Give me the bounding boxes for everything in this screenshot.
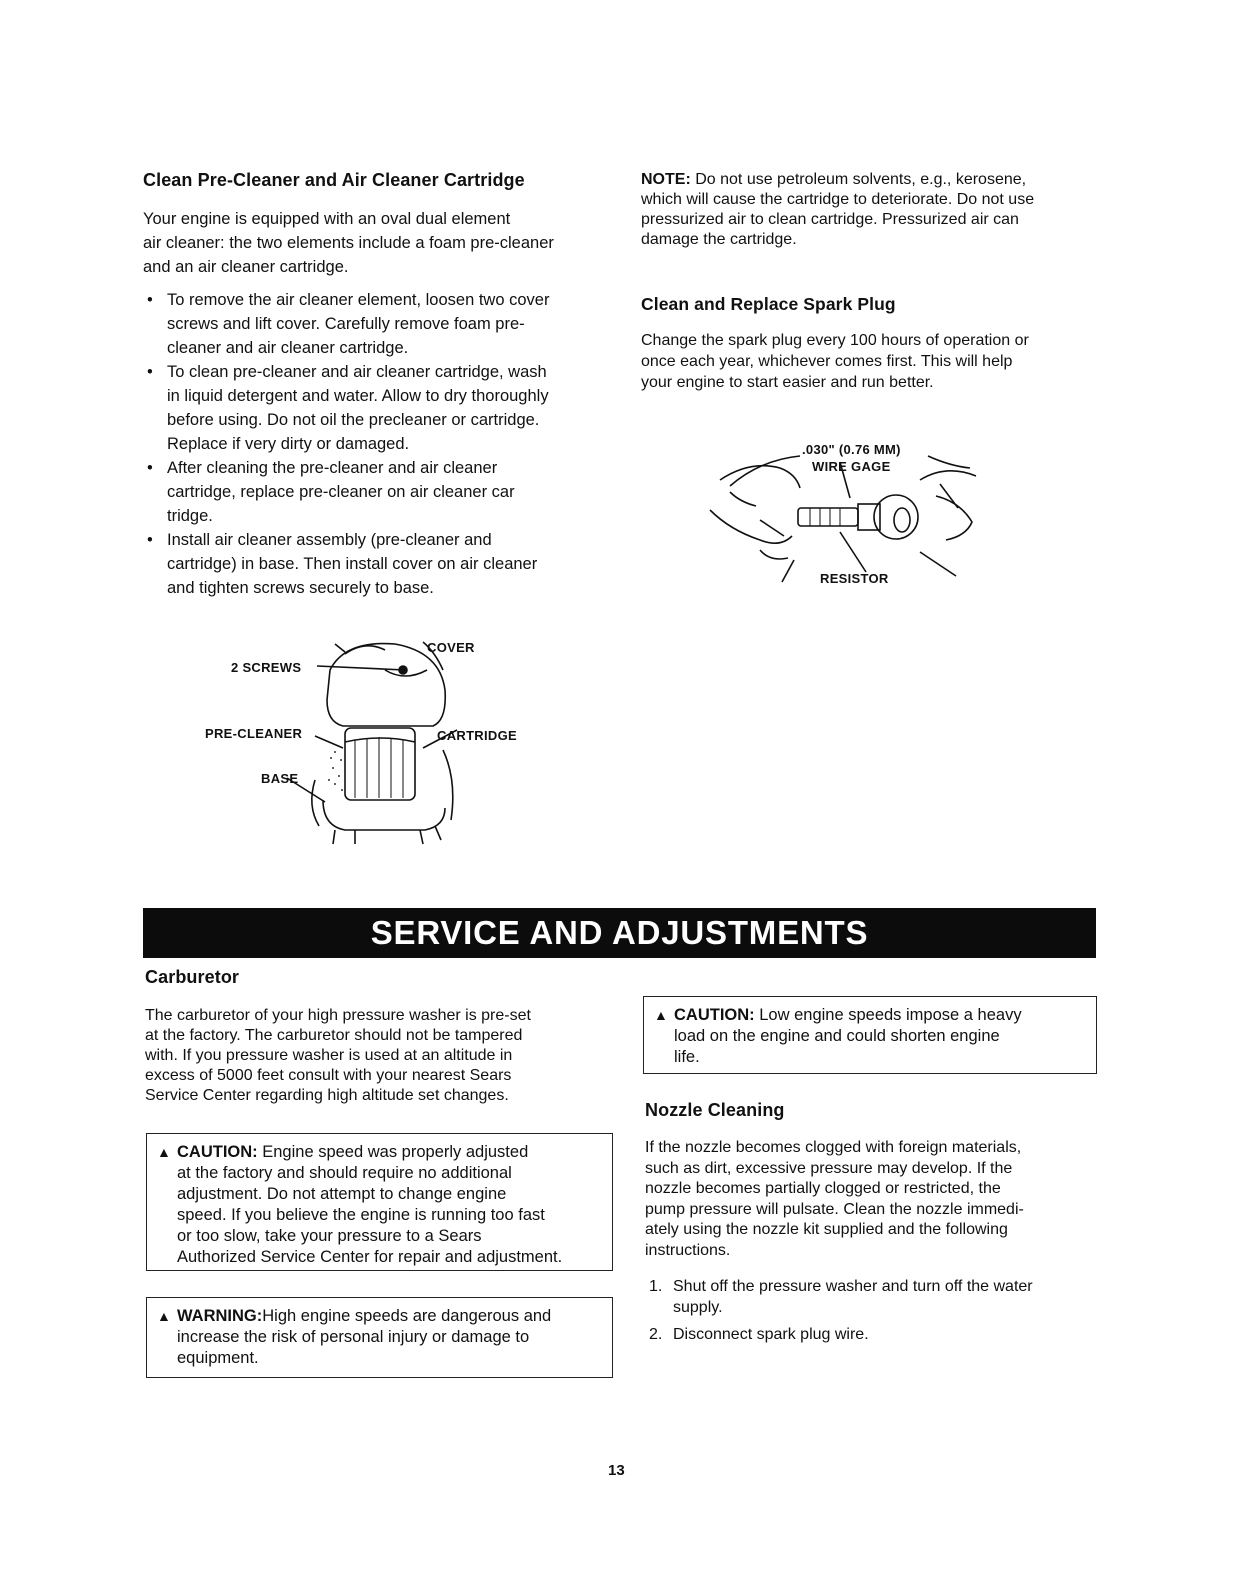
caution-body: [654, 1026, 1086, 1068]
text-line: which will cause the cartridge to deteriorate. Do not use: [641, 191, 1035, 208]
text-line: Disconnect spark plug wire.: [673, 1326, 869, 1343]
step-number: 2.: [649, 1326, 663, 1343]
text-line: your engine to start easier and run better.: [641, 374, 934, 391]
warning-box-high-speed: [146, 1297, 613, 1378]
list-item: [645, 1324, 1105, 1345]
spark-plug-diagram: [700, 440, 990, 600]
air-cleaner-steps: [143, 288, 623, 600]
label-cartridge: CARTRIDGE: [437, 728, 517, 743]
caution-lead: CAUTION:: [674, 1006, 755, 1024]
warning-triangle-icon: ▲: [157, 1144, 171, 1160]
caution-text: Engine speed was properly adjusted: [257, 1143, 529, 1161]
text-line: Your engine is equipped with an oval dual element: [143, 210, 511, 228]
note-text: Do not use petroleum solvents, e.g., kerosene,: [690, 171, 1027, 188]
text-line: and tighten screws securely to base.: [167, 579, 434, 597]
spark-plug-text: [641, 330, 1111, 393]
text-line: with. If you pressure washer is used at an altitude in: [145, 1047, 513, 1064]
page-number: 13: [608, 1462, 625, 1479]
text-line: tridge.: [167, 507, 213, 525]
text-line: To remove the air cleaner element, loosen two cover: [167, 291, 550, 309]
text-line: and an air cleaner cartridge.: [143, 258, 349, 276]
section-heading-carburetor: Carburetor: [145, 967, 240, 987]
text-line: ately using the nozzle kit supplied and the following: [645, 1221, 1008, 1238]
text-line: cartridge, replace pre-cleaner on air cleaner car: [167, 483, 515, 501]
text-line: equipment.: [177, 1349, 259, 1367]
warning-lead: WARNING:: [177, 1307, 263, 1325]
text-line: To clean pre-cleaner and air cleaner cartridge, wash: [167, 363, 547, 381]
label-cover: COVER: [427, 640, 475, 655]
caution-text: Low engine speeds impose a heavy: [754, 1006, 1022, 1024]
text-line: in liquid detergent and water. Allow to dry thoroughly: [167, 387, 549, 405]
warning-body: [157, 1327, 602, 1369]
caution-first-line: [654, 1005, 1086, 1026]
label-resistor: RESISTOR: [820, 571, 889, 586]
caution-body: [157, 1163, 602, 1268]
bullet-icon: •: [147, 531, 153, 549]
caution-box-engine-speed: [146, 1133, 613, 1271]
caution-box-low-speed: [643, 996, 1097, 1074]
text-line: nozzle becomes partially clogged or restricted, the: [645, 1180, 1001, 1197]
text-line: If the nozzle becomes clogged with foreign materials,: [645, 1139, 1022, 1156]
text-line: Change the spark plug every 100 hours of operation or: [641, 332, 1029, 349]
caution-first-line: [157, 1142, 602, 1163]
text-line: cleaner and air cleaner cartridge.: [167, 339, 409, 357]
text-line: at the factory. The carburetor should not be tampered: [145, 1027, 523, 1044]
text-line: Replace if very dirty or damaged.: [167, 435, 410, 453]
text-line: speed. If you believe the engine is running too fast: [177, 1206, 545, 1224]
text-line: After cleaning the pre-cleaner and air cleaner: [167, 459, 498, 477]
text-line: instructions.: [645, 1241, 731, 1259]
text-line: damage the cartridge.: [641, 231, 797, 248]
text-line: such as dirt, excessive pressure may develop. If the: [645, 1159, 1013, 1177]
list-item: [143, 288, 623, 360]
warning-first-line: [157, 1306, 602, 1327]
list-item: [143, 528, 623, 600]
text-line: excess of 5000 feet consult with your nearest Sears: [145, 1067, 512, 1084]
label-base: BASE: [261, 771, 299, 786]
list-item: [143, 456, 623, 528]
bullet-icon: •: [147, 363, 153, 381]
section-heading-air-cleaner: Clean Pre-Cleaner and Air Cleaner Cartridge: [143, 170, 525, 190]
text-line: pressurized air to clean cartridge. Pressurized air can: [641, 211, 1019, 228]
section-banner: SERVICE AND ADJUSTMENTS: [143, 908, 1096, 958]
text-line: Install air cleaner assembly (pre-cleaner and: [167, 531, 492, 549]
text-line: cartridge) in base. Then install cover on air cleaner: [167, 555, 538, 573]
air-cleaner-diagram: [195, 630, 555, 850]
text-line: once each year, whichever comes first. This will help: [641, 353, 1013, 370]
label-gap: .030" (0.76 MM): [802, 442, 901, 457]
bullet-icon: •: [147, 291, 153, 309]
text-line: increase the risk of personal injury or damage to: [177, 1328, 530, 1346]
nozzle-steps: [645, 1276, 1105, 1351]
warning-triangle-icon: ▲: [157, 1308, 171, 1324]
label-screws: 2 SCREWS: [231, 660, 302, 675]
text-line: before using. Do not oil the precleaner or cartridge.: [167, 411, 540, 429]
text-line: at the factory and should require no additional: [177, 1164, 512, 1182]
section-heading-nozzle: Nozzle Cleaning: [645, 1100, 785, 1120]
text-line: Shut off the pressure washer and turn off the water: [673, 1278, 1033, 1295]
text-line: load on the engine and could shorten engine: [674, 1027, 1000, 1045]
text-line: Authorized Service Center for repair and adjustment.: [177, 1248, 563, 1266]
caution-lead: CAUTION:: [177, 1143, 258, 1161]
carburetor-text: [145, 1006, 615, 1106]
warning-text: High engine speeds are dangerous and: [262, 1307, 552, 1325]
text-line: adjustment. Do not attempt to change engine: [177, 1185, 507, 1203]
text-line: The carburetor of your high pressure washer is pre-set: [145, 1007, 531, 1024]
text-line: screws and lift cover. Carefully remove foam pre-: [167, 315, 525, 333]
text-line: Service Center regarding high altitude set changes.: [145, 1087, 509, 1104]
text-line: supply.: [673, 1299, 723, 1316]
text-line: air cleaner: the two elements include a foam pre-cleaner: [143, 234, 554, 252]
note-lead: NOTE:: [641, 171, 691, 188]
text-line: pump pressure will pulsate. Clean the nozzle immedi-: [645, 1200, 1024, 1218]
text-line: or too slow, take your pressure to a Sears: [177, 1227, 482, 1245]
air-cleaner-intro: [143, 207, 623, 279]
list-item: [143, 360, 623, 456]
text-line: life.: [674, 1048, 700, 1066]
step-number: 1.: [649, 1278, 663, 1295]
nozzle-text: [645, 1138, 1105, 1261]
section-heading-spark-plug: Clean and Replace Spark Plug: [641, 294, 896, 314]
text-line: [641, 170, 1111, 190]
list-item: [645, 1276, 1105, 1318]
label-precleaner: PRE-CLEANER: [205, 726, 303, 741]
bullet-icon: •: [147, 459, 153, 477]
label-wire-gage: WIRE GAGE: [812, 459, 891, 474]
warning-triangle-icon: ▲: [654, 1007, 668, 1023]
cartridge-note: [641, 170, 1111, 250]
